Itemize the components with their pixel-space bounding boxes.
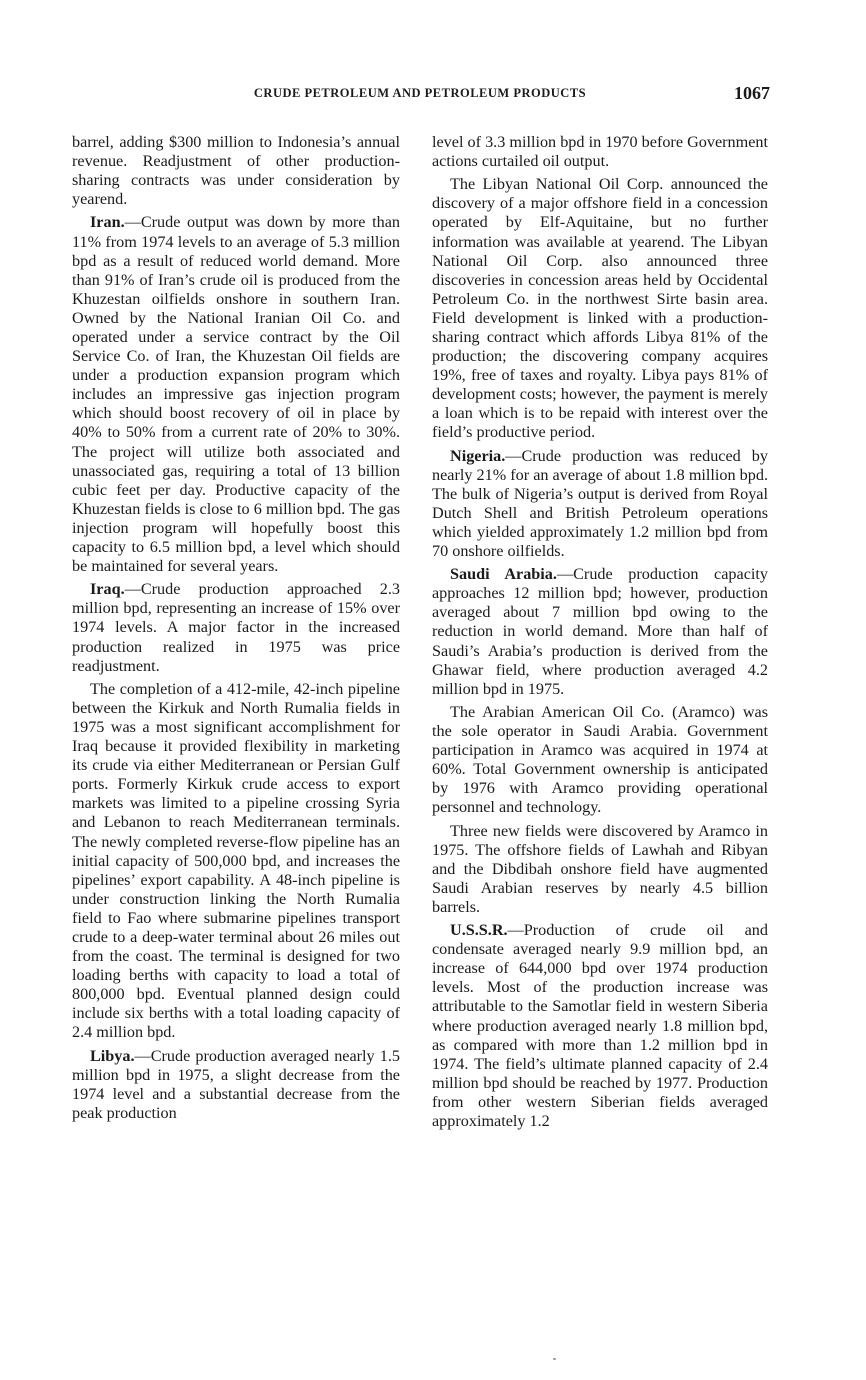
paragraph-lead: Iran.	[90, 213, 125, 232]
paragraph-lead: Saudi Arabia.	[450, 565, 557, 584]
paragraph-lead: Nigeria.	[450, 446, 506, 465]
paragraph	[432, 565, 768, 699]
paragraph	[72, 680, 400, 1043]
paragraph	[432, 175, 768, 442]
paragraph-text: The Arabian American Oil Co. (Aramco) was the sole operator in Saudi Arabia. Government participation in Aramco was acquired in 1974 at 60%. Total Government ownership is anticipated by 1976 with Aramco providing operational personnel and technology.	[432, 702, 768, 817]
paragraph	[432, 703, 768, 818]
scan-speck	[553, 1358, 556, 1360]
right-column	[432, 133, 768, 1135]
paragraph	[432, 133, 768, 171]
paragraph-text: Three new fields were discovered by Aramco in 1975. The offshore fields of Lawhah and Ribyan and the Dibdibah onshore field have augmented Saudi Arabian reserves by nearly 4.5 billion barrels.	[432, 821, 768, 916]
page-number: 1067	[734, 83, 770, 103]
paragraph-text: —Crude production averaged nearly 1.5 million bpd in 1975, a slight decrease from the 1974 level and a substantial decrease from the peak production	[72, 1046, 400, 1122]
paragraph-text: level of 3.3 million bpd in 1970 before Government actions curtailed oil output.	[432, 133, 768, 171]
paragraph	[72, 580, 400, 675]
paragraph-text: —Crude production approached 2.3 million bpd, representing an increase of 15% over 1974 levels. A major factor in the increased production realized in 1975 was price readjustment.	[72, 580, 400, 675]
paragraph	[72, 133, 400, 209]
paragraph-lead: U.S.S.R.	[450, 921, 508, 940]
paragraph	[72, 213, 400, 576]
paragraph-text: The Libyan National Oil Corp. announced the discovery of a major offshore field in a concession operated by Elf-Aquitaine, but no further information was available at yearend. The Libyan National Oil Corp. also announced three discoveries in concession areas held by Occidental Petroleum Co. in the northwest Sirte basin area. Field development is linked with a production-sharing contract which affords Libya 81% of the production; the discovering company acquires 19%, free of taxes and royalty. Libya pays 81% of development costs; however, the payment is merely a loan which is to be repaid with interest over the field’s productive period.	[432, 175, 768, 442]
running-title: CRUDE PETROLEUM AND PETROLEUM PRODUCTS	[253, 86, 587, 100]
paragraph	[72, 1047, 400, 1123]
page-header	[70, 84, 770, 108]
paragraph-text: The completion of a 412-mile, 42-inch pipeline between the Kirkuk and North Rumalia fields in 1975 was a most significant accomplishment for Iraq because it provided flexibility in marketing its crude via either Mediterranean or Persian Gulf ports. Formerly Kirkuk crude access to export markets was limited to a pipeline crossing Syria and Lebanon to reach Mediterranean terminals. The newly completed reverse-flow pipeline has an initial capacity of 500,000 bpd, and increases the pipelines’ export capability. A 48-inch pipeline is under construction linking the North Rumalia field to Fao where submarine pipelines transport crude to a deep-water terminal about 26 miles out from the coast. The terminal is designed for two loading berths with capacity to load a total of 800,000 bpd. Eventual planned design could include six berths with a total loading capacity of 2.4 million bpd.	[72, 679, 400, 1042]
paragraph-text: —Crude production was reduced by nearly 21% for an average of about 1.8 million bpd. The bulk of Nigeria’s output is derived from Royal Dutch Shell and British Petroleum operations which yielded approximately 1.2 million bpd from 70 onshore oilfields.	[432, 446, 768, 561]
paragraph-lead: Iraq.	[90, 580, 125, 599]
paragraph-text: barrel, adding $300 million to Indonesia’s annual revenue. Readjustment of other production-sharing contracts was under consideration by yearend.	[72, 133, 400, 209]
left-column	[72, 133, 400, 1127]
paragraph-lead: Libya.	[90, 1046, 135, 1065]
paragraph	[432, 447, 768, 562]
paragraph-text: —Crude production capacity approaches 12 million bpd; however, production averaged about 7 million bpd owing to the reduction in world demand. More than half of Saudi’s Arabia’s production is derived from the Ghawar field, where production averaged 4.2 million bpd in 1975.	[432, 565, 768, 698]
paragraph-text: —Crude output was down by more than 11% from 1974 levels to an average of 5.3 million bpd as a result of reduced world demand. More than 91% of Iran’s crude oil is produced from the Khuzestan oilfields onshore in southern Iran. Owned by the National Iranian Oil Co. and operated under a service contract by the Oil Service Co. of Iran, the Khuzestan Oil fields are under a production expansion program which includes an impressive gas injection program which should boost recovery of oil in place by 40% to 50% from a current rate of 20% to 30%. The project will utilize both associated and unassociated gas, requiring a total of 13 billion cubic feet per day. Productive capacity of the Khuzestan fields is close to 6 million bpd. The gas injection program will hopefully boost this capacity to 6.5 million bpd, a level which should be maintained for several years.	[72, 213, 400, 576]
paragraph	[432, 921, 768, 1131]
paragraph	[432, 822, 768, 917]
paragraph-text: —Production of crude oil and condensate averaged nearly 9.9 million bpd, an increase of 644,000 bpd over 1974 production levels. Most of the production increase was attributable to the Samotlar field in western Siberia where production averaged nearly 1.8 million bpd, as compared with more than 1.2 million bpd in 1974. The field’s ultimate planned capacity of 2.4 million bpd should be reached by 1977. Production from other western Siberian fields averaged approximately 1.2	[432, 921, 768, 1130]
